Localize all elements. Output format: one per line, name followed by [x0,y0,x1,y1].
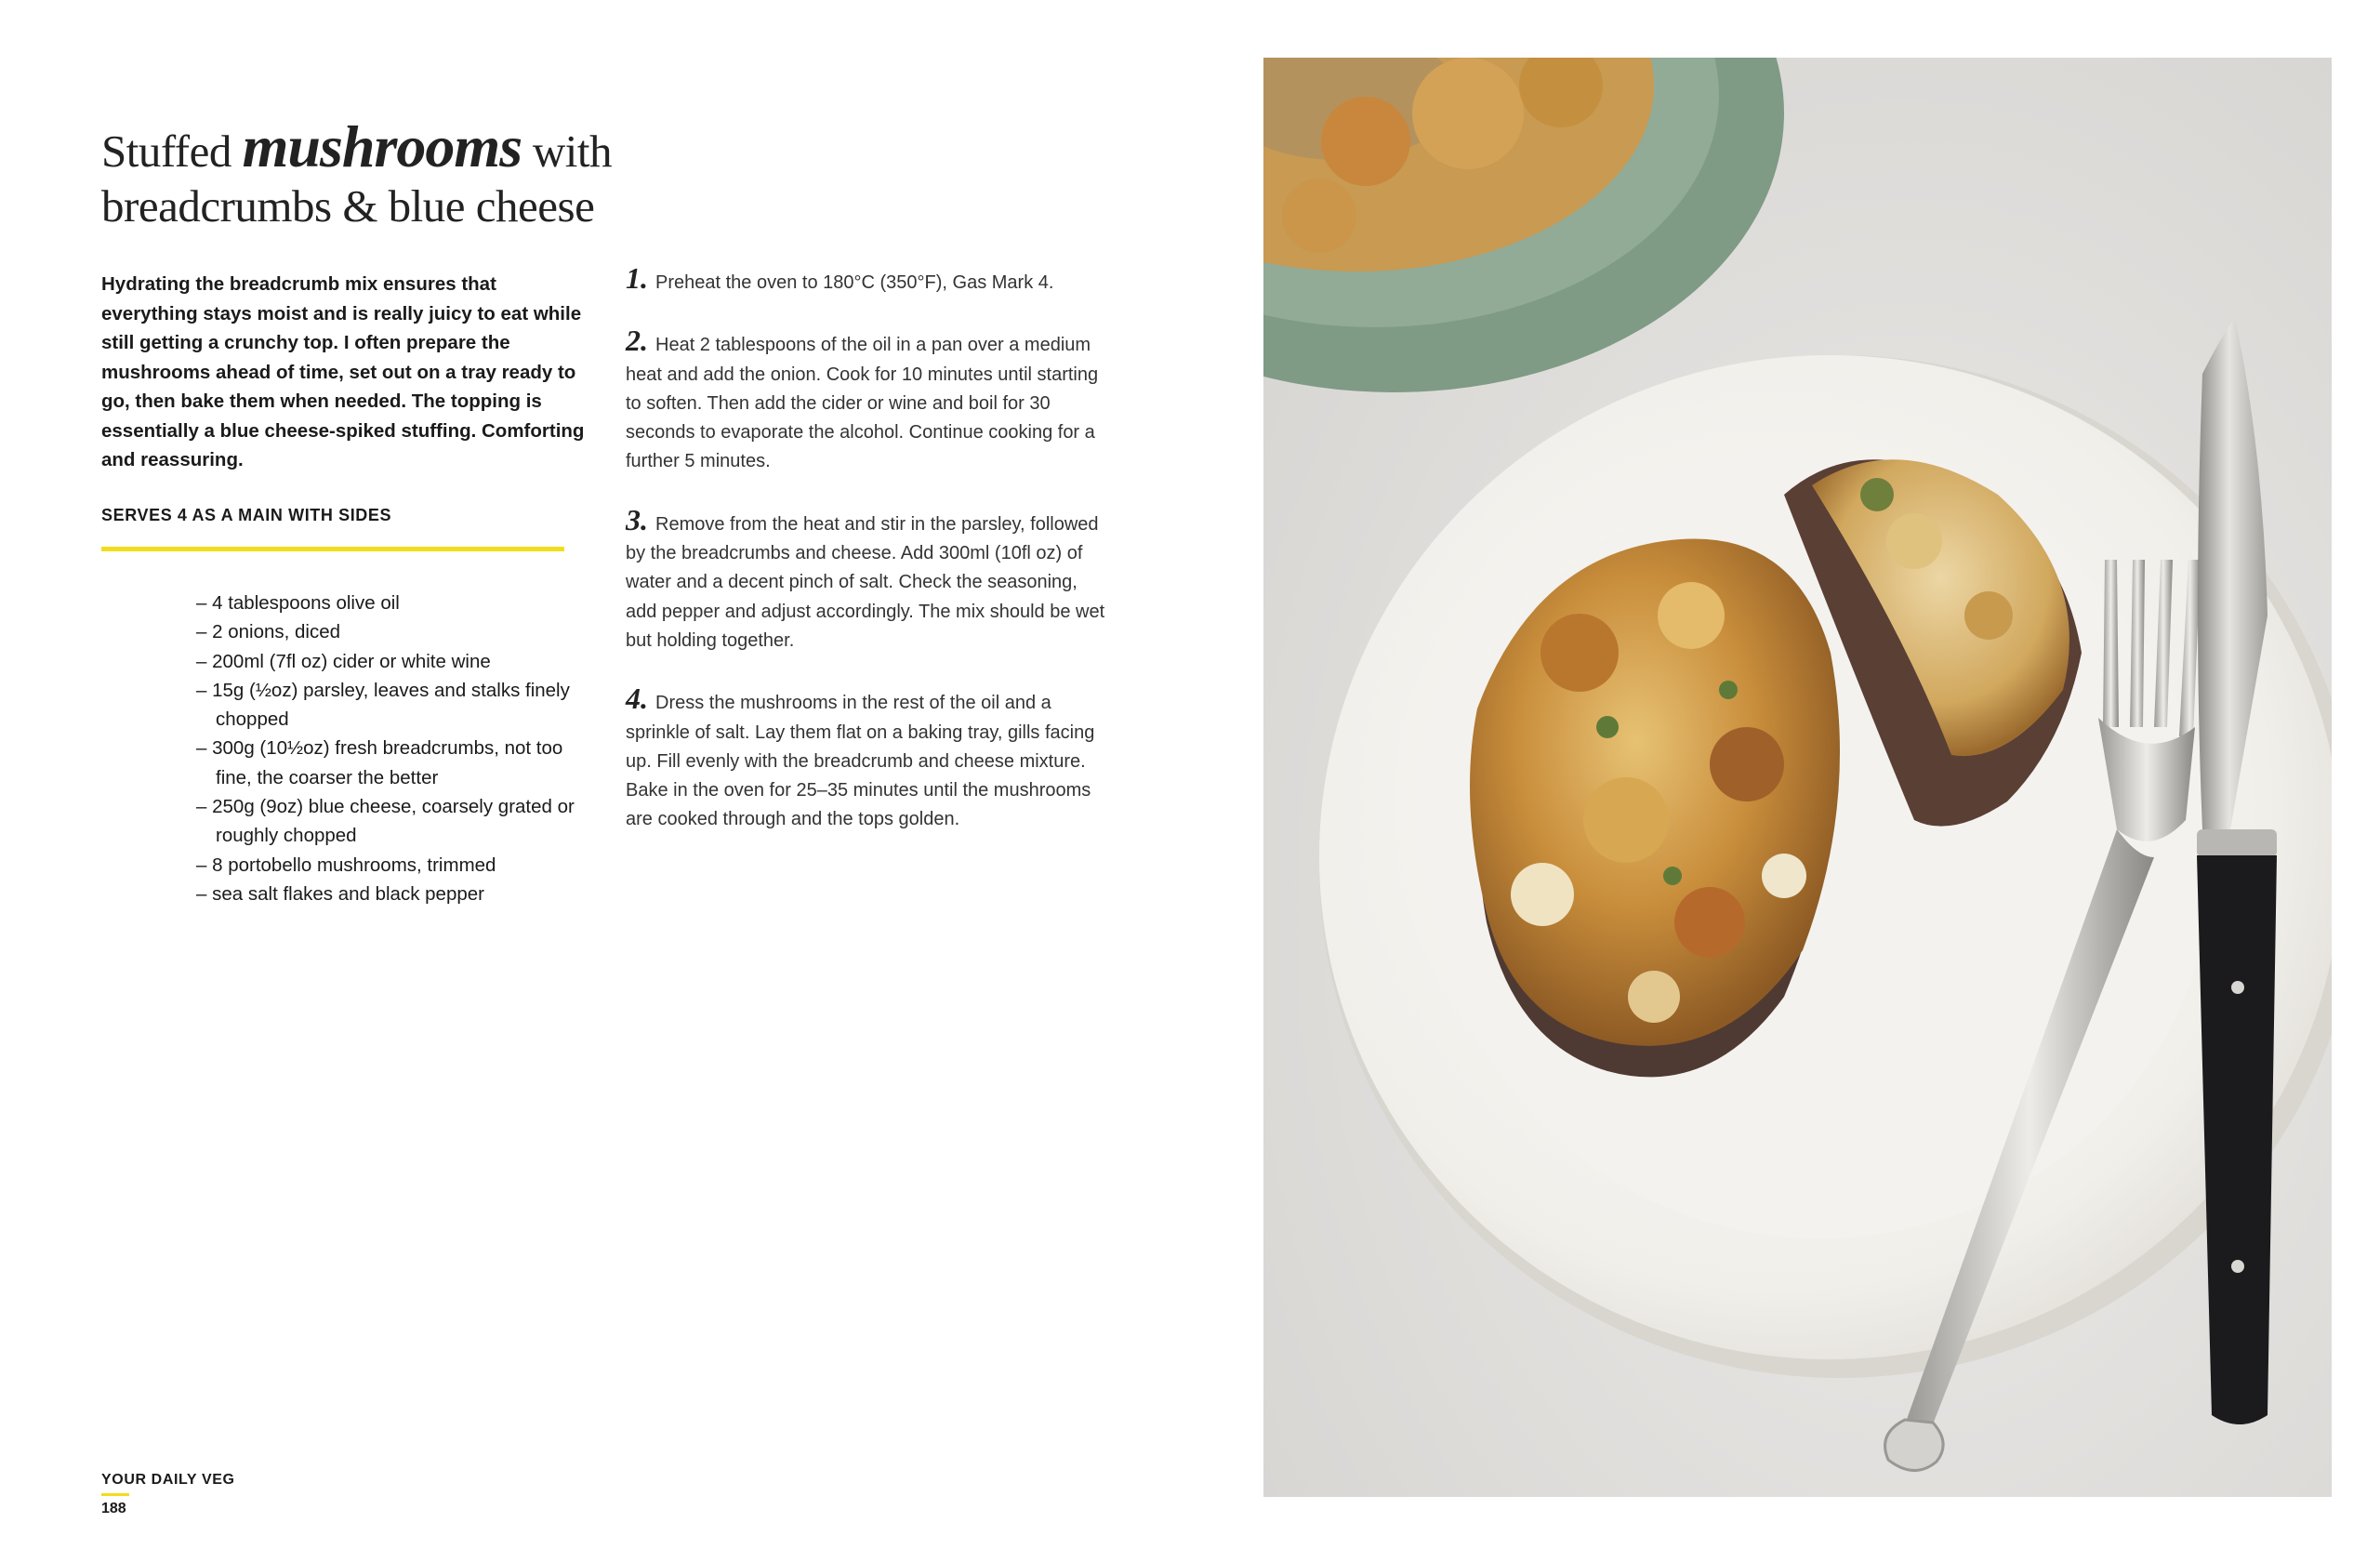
yellow-divider [101,547,564,551]
step-number: 1. [626,261,648,295]
method-step [626,684,1109,834]
ingredient-item: – 300g (10½oz) fresh breadcrumbs, not too fine, the coarser the better [196,734,587,792]
ingredient-item: – sea salt flakes and black pepper [196,880,587,908]
title-part-1: Stuffed [101,126,243,177]
serves-label: SERVES 4 AS A MAIN WITH SIDES [101,506,392,524]
food-photo [1263,58,2332,1497]
ingredient-item: – 4 tablespoons olive oil [196,589,587,617]
method-step [626,326,1109,476]
step-text: Heat 2 tablespoons of the oil in a pan over a medium heat and add the onion. Cook for 10 minutes until starting to soften. Then add the cider or wine and boil for 30 seconds to evaporate the alcohol. Continue cooking for a further 5 minutes. [626,335,1099,472]
ingredient-item: – 2 onions, diced [196,617,587,646]
step-number: 3. [626,502,648,536]
step-text: Remove from the heat and stir in the parsley, followed by the breadcrumbs and cheese. Add 300ml (10fl oz) of water and a decent pinch of salt. Check the seasoning, add pepper and adjust accordingly. The mix should be wet but holding together. [626,513,1105,651]
title-emphasis: mushrooms [242,113,522,179]
ingredient-item: – 8 portobello mushrooms, trimmed [196,851,587,880]
step-text: Preheat the oven to 180°C (350°F), Gas Mark 4. [655,272,1054,293]
recipe-title [101,113,752,233]
ingredient-item: – 200ml (7fl oz) cider or white wine [196,647,587,676]
title-part-2: with breadcrumbs & blue cheese [101,126,612,232]
ingredient-item: – 250g (9oz) blue cheese, coarsely grated or roughly chopped [196,792,587,851]
ingredient-list [196,589,587,908]
stuffed-mushroom-illustration [1263,58,2332,1497]
method-step [626,502,1109,655]
page-number: 188 [101,1501,126,1516]
method-steps [626,261,1109,864]
step-number: 4. [626,682,648,716]
recipe-intro: Hydrating the breadcrumb mix ensures that everything stays moist and is really juicy to eat while still getting a crunchy top. I often prepare the mushrooms ahead of time, set out on a tray ready to go, then bake them when needed. The topping is essentially a blue cheese-spiked stuffing. Comforting and reassuring. [101,273,585,470]
method-step [626,261,1109,298]
step-number: 2. [626,324,648,358]
ingredient-item: – 15g (½oz) parsley, leaves and stalks finely chopped [196,676,587,735]
step-text: Dress the mushrooms in the rest of the oil and a sprinkle of salt. Lay them flat on a baking tray, gills facing up. Fill evenly with the breadcrumb and cheese mixture. Bake in the oven for 25–35 minutes until the mushrooms are cooked through and the tops golden. [626,693,1095,830]
footer-yellow-rule [101,1493,129,1496]
book-title: YOUR DAILY VEG [101,1472,235,1488]
